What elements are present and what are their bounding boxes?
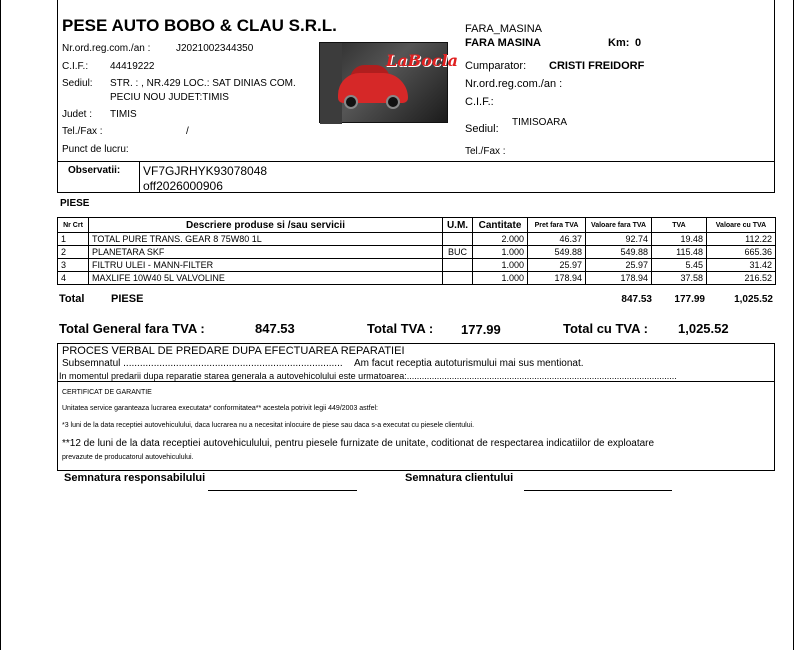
company-judet-label: Judet : xyxy=(62,109,93,120)
logo-car-wheel xyxy=(344,95,358,109)
total-tva-value: 177.99 xyxy=(461,322,501,337)
total-cu-tva-label: Total cu TVA : xyxy=(563,321,648,336)
signature-client-label: Semnatura clientului xyxy=(405,472,514,484)
observatii-divider xyxy=(139,161,140,193)
section-title: PIESE xyxy=(60,198,90,209)
table-row xyxy=(58,272,776,285)
header-descriere: Descriere produse si /sau servicii xyxy=(89,218,443,233)
company-tel-label: Tel./Fax : xyxy=(62,126,103,137)
company-sediu-label: Sediul: xyxy=(62,78,93,89)
client-tel-label: Tel./Fax : xyxy=(465,146,506,157)
cell-um xyxy=(443,272,473,285)
cell-cantitate: 1.000 xyxy=(473,246,528,259)
header-valoare: Valoare fara TVA xyxy=(586,218,652,233)
cell-pret: 46.37 xyxy=(528,233,586,246)
company-judet-value: TIMIS xyxy=(110,109,137,120)
signature-responsabil-label: Semnatura responsabilului xyxy=(64,472,206,484)
cell-pret: 178.94 xyxy=(528,272,586,285)
vehicle-line2: FARA MASINA xyxy=(465,37,541,49)
total-general-label: Total General fara TVA : xyxy=(59,321,205,336)
company-reg-value: J2021002344350 xyxy=(176,43,254,54)
table-row xyxy=(58,259,776,272)
client-reg-label: Nr.ord.reg.com./an : xyxy=(465,78,563,90)
logo-side-panel xyxy=(320,43,342,124)
cell-tva: 37.58 xyxy=(652,272,707,285)
km-value: 0 xyxy=(635,37,642,49)
company-sediu-line1: STR. : , NR.429 LOC.: SAT DINIAS COM. xyxy=(110,78,296,89)
vehicle-line1: FARA_MASINA xyxy=(465,23,543,35)
cell-cantitate: 1.000 xyxy=(473,272,528,285)
certificat-line3: **12 de luni de la data receptiei autovehiculului, pentru piesele furnizate de unitate, coditionat de respectarea indicatiilor de exploatare xyxy=(62,438,655,449)
observatii-label: Observatii: xyxy=(68,165,121,176)
cell-tva: 115.48 xyxy=(652,246,707,259)
cell-tva: 5.45 xyxy=(652,259,707,272)
client-sediu-label: Sediul: xyxy=(465,123,499,135)
cell-pret: 25.97 xyxy=(528,259,586,272)
cell-valoare-tva: 216.52 xyxy=(707,272,776,285)
cell-um: BUC xyxy=(443,246,473,259)
certificat-title: CERTIFICAT DE GARANTIE xyxy=(62,389,152,396)
table-row xyxy=(58,233,776,246)
client-label: Cumparator: xyxy=(465,60,527,72)
header-valoare-tva: Valoare cu TVA xyxy=(707,218,776,233)
cell-cantitate: 2.000 xyxy=(473,233,528,246)
client-sediu-value: TIMISOARA xyxy=(512,117,568,128)
signature-responsabil-line xyxy=(208,490,357,491)
company-cif-value: 44419222 xyxy=(110,61,155,72)
table-total-valoare: 847.53 xyxy=(621,294,652,305)
cell-nr: 3 xyxy=(58,259,89,272)
cell-nr: 4 xyxy=(58,272,89,285)
cell-descriere: FILTRU ULEI - MANN-FILTER xyxy=(89,259,443,272)
cell-um xyxy=(443,233,473,246)
company-sediu-line2: PECIU NOU JUDET:TIMIS xyxy=(110,92,229,103)
client-cif-label: C.I.F.: xyxy=(465,96,494,108)
total-general-value: 847.53 xyxy=(255,321,295,336)
header-um: U.M. xyxy=(443,218,473,233)
page-border-left xyxy=(0,0,1,650)
cell-valoare: 92.74 xyxy=(586,233,652,246)
total-tva-label: Total TVA : xyxy=(367,321,434,336)
table-total-cu-tva: 1,025.52 xyxy=(734,294,773,305)
table-header-row xyxy=(58,218,776,233)
table-total-label: Total xyxy=(59,293,85,305)
cell-valoare-tva: 112.22 xyxy=(707,233,776,246)
page-border-right xyxy=(793,0,794,650)
header-nr-crt: Nr Crt xyxy=(58,218,89,233)
certificat-line4: prevazute de producatorul autovehiculului. xyxy=(62,454,194,461)
table-total-section: PIESE xyxy=(111,293,144,305)
header-pret: Pret fara TVA xyxy=(528,218,586,233)
header-tva: TVA xyxy=(652,218,707,233)
cell-cantitate: 1.000 xyxy=(473,259,528,272)
table-total-tva: 177.99 xyxy=(674,294,705,305)
km-label: Km: xyxy=(608,37,630,49)
total-cu-tva-value: 1,025.52 xyxy=(678,321,729,336)
proces-verbal-line1-start: Subsemnatul ............................................................................... xyxy=(62,358,343,369)
header-cantitate: Cantitate xyxy=(473,218,528,233)
cell-valoare: 549.88 xyxy=(586,246,652,259)
cell-valoare: 178.94 xyxy=(586,272,652,285)
company-tel-value: / xyxy=(186,126,189,137)
proces-verbal-line2: In momentul predarii dupa reparatie starea generala a autovehicolului este urmatoarea:............................................................................................................ xyxy=(59,371,677,381)
cell-descriere: MAXLIFE 10W40 5L VALVOLINE xyxy=(89,272,443,285)
signature-client-line xyxy=(524,490,672,491)
company-reg-label: Nr.ord.reg.com./an : xyxy=(62,43,151,54)
cell-valoare-tva: 665.36 xyxy=(707,246,776,259)
company-cif-label: C.I.F.: xyxy=(62,61,89,72)
items-table xyxy=(57,217,776,285)
cell-valoare: 25.97 xyxy=(586,259,652,272)
certificat-line1: Unitatea service garanteaza lucrarea executata* conformitatea** acestela potrivit legii 449/2003 astfel: xyxy=(62,405,378,412)
cell-tva: 19.48 xyxy=(652,233,707,246)
table-row xyxy=(58,246,776,259)
client-name: CRISTI FREIDORF xyxy=(549,60,645,72)
cell-valoare-tva: 31.42 xyxy=(707,259,776,272)
proces-verbal-title: PROCES VERBAL DE PREDARE DUPA EFECTUAREA REPARATIEI xyxy=(62,345,405,357)
company-name: PESE AUTO BOBO & CLAU S.R.L. xyxy=(62,16,337,35)
cell-nr: 2 xyxy=(58,246,89,259)
logo-car-wheel xyxy=(386,95,400,109)
cell-descriere: PLANETARA SKF xyxy=(89,246,443,259)
cell-pret: 549.88 xyxy=(528,246,586,259)
observatii-line1: VF7GJRHYK93078048 xyxy=(143,164,268,178)
cell-um xyxy=(443,259,473,272)
cell-descriere: TOTAL PURE TRANS. GEAR 8 75W80 1L xyxy=(89,233,443,246)
company-logo xyxy=(319,42,458,123)
cell-nr: 1 xyxy=(58,233,89,246)
logo-text: LaBocla xyxy=(386,51,458,70)
observatii-line2: off2026000906 xyxy=(143,179,223,193)
proces-verbal-divider xyxy=(57,381,775,382)
proces-verbal-line1-end: Am facut receptia autoturismului mai sus mentionat. xyxy=(354,358,584,369)
certificat-line2: *3 luni de la data receptiei autovehiculului, daca lucrarea nu a necesitat inlocuire de piese sau daca s-a executat cu piesele clientului. xyxy=(62,422,475,429)
company-punct-label: Punct de lucru: xyxy=(62,144,129,155)
